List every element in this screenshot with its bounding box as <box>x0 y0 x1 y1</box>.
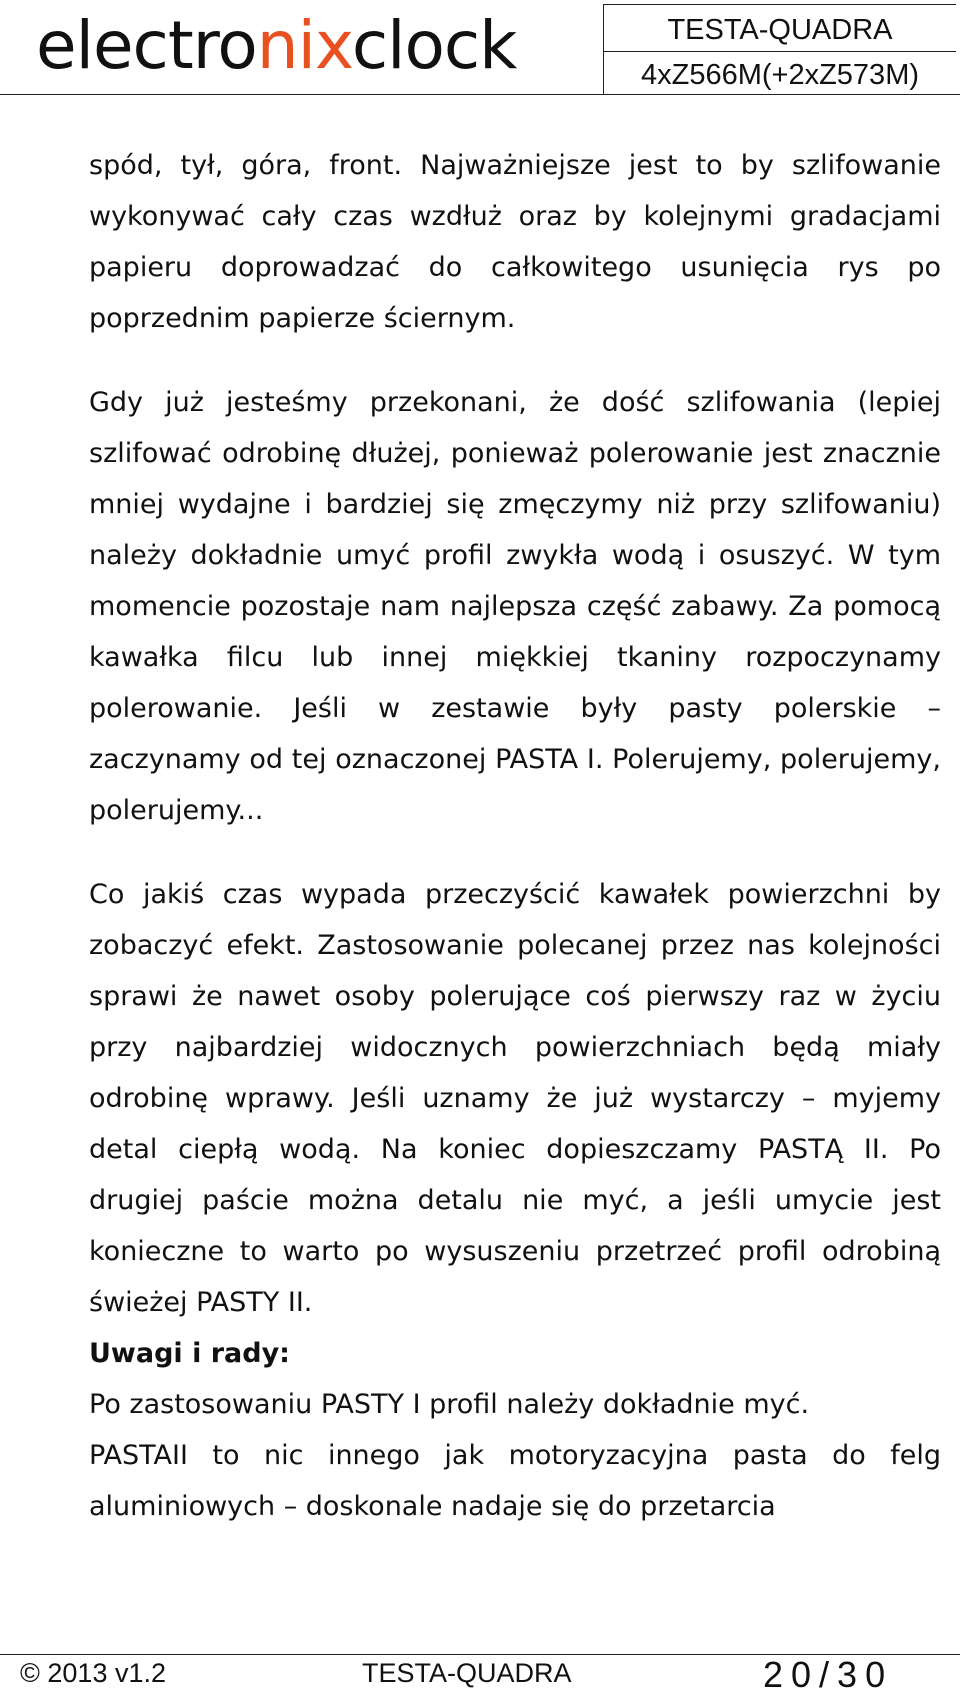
paragraph-checking: Co jakiś czas wypada przeczyścić kawałek powierzchni by zobaczyć efekt. Zastosowanie polecanej przez nas kolejności sprawi że nawet osoby polerujące coś pierwszy raz w życiu przy najbardziej widocznych powierzchniach będą miały odrobinę wprawy. Jeśli uznamy że już wystarczy – myjemy detal ciepłą wodą. Na koniec dopieszczamy PASTĄ II. Po drugiej paście można detalu nie myć, a jeśli umycie jest konieczne to warto po wysuszeniu przetrzeć profil odrobiną świeżej PASTY II. <box>89 879 941 1318</box>
footer-product-title: TESTA-QUADRA <box>362 1658 572 1688</box>
logo-text-nix: nix <box>256 7 352 84</box>
page-header <box>0 0 960 96</box>
section-heading-tips: Uwagi i rady: <box>89 1338 290 1369</box>
header-product-title: TESTA-QUADRA <box>604 5 956 52</box>
header-model-code: 4xZ566M(+2xZ573M) <box>640 59 920 91</box>
logo-text-electro: electro <box>36 7 257 84</box>
document-body <box>89 140 941 1532</box>
tip-paste-one: Po zastosowaniu PASTY I profil należy dokładnie myć. <box>89 1389 810 1420</box>
tip-paste-two: PASTAII to nic innego jak motoryzacyjna pasta do felg aluminiowych – doskonale nadaje się do przetarcia <box>89 1440 941 1522</box>
brand-logo <box>36 0 516 96</box>
header-title-box <box>603 4 956 95</box>
header-divider <box>0 94 960 95</box>
paragraph-sanding: spód, tył, góra, front. Najważniejsze jest to by szlifowanie wykonywać cały czas wzdłuż oraz by kolejnymi gradacjami papieru doprowadzać do całkowitego usunięcia rys po poprzednim papierze ściernym. <box>89 150 941 334</box>
page-number: 20/30 <box>763 1654 894 1695</box>
footer-copyright: © 2013 v1.2 <box>20 1658 166 1688</box>
paragraph-polishing: Gdy już jesteśmy przekonani, że dość szlifowania (lepiej szlifować odrobinę dłużej, ponieważ polerowanie jest znacznie mniej wydajne i bardziej się zmęczymy niż przy szlifowaniu) należy dokładnie umyć profil zwykła wodą i osuszyć. W tym momencie pozostaje nam najlepsza część zabawy. Za pomocą kawałka filcu lub innej miękkiej tkaniny rozpoczynamy polerowanie. Jeśli w zestawie były pasty polerskie – zaczynamy od tej oznaczonej PASTA I. Polerujemy, polerujemy, polerujemy... <box>89 387 941 826</box>
logo-text-clock: clock <box>351 7 517 84</box>
